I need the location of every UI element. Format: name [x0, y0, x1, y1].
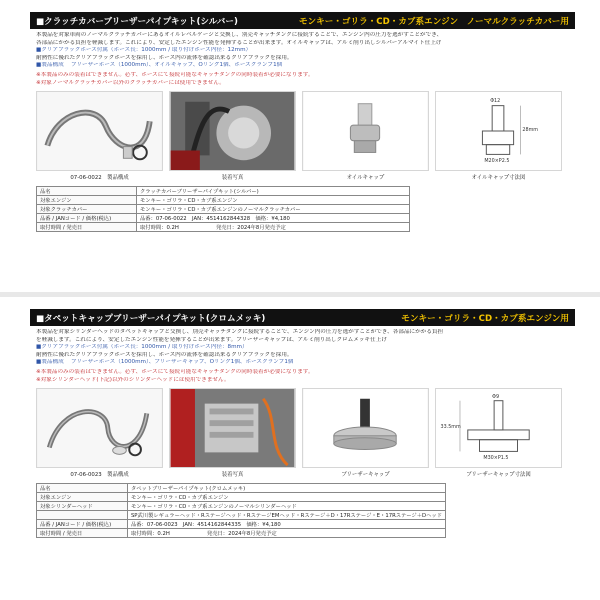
photo-caption: 装着写真 — [221, 472, 244, 479]
breather-cap-image — [302, 388, 429, 468]
photo-caption: 装着写真 — [221, 175, 244, 182]
table-row: 品名 タペットブリーザーパイプキット(クロムメッキ) — [37, 484, 446, 493]
warning-note: ※本製品のみの装着はできません。必ず、ホースにて接続可能なキャッチタンクの同時装着が必要になります。 — [36, 368, 314, 375]
table-row: SP武川製レギュラーヘッド・Rステージヘッド・RステージEMヘッド・Rステージ＋D・17Rステージ・E・17Rステージ＋Dヘッド — [37, 511, 446, 520]
section-subtitle: モンキー・ゴリラ・CD・カブ系エンジン ノーマルクラッチカバー用 — [298, 16, 569, 27]
photo-row — [36, 388, 569, 478]
photo-caption: オイルキャップ寸法図 — [471, 175, 526, 182]
table-row: 対象シリンダーヘッド モンキー・ゴリラ・CD・カブ系エンジンのノーマルシリンダーヘッド — [37, 502, 446, 511]
product-contents-image — [36, 91, 163, 171]
description-line: 各部品にかかる負担を軽減します。これにより、安定したエンジン性能を発揮することが出来ます。オイルキャップは、アルミ削り出しシルバーアルマイト仕上げ — [36, 39, 442, 46]
photo-caption: 07-06-0022 製品構成 — [70, 175, 129, 182]
table-row: 対象エンジン モンキー・ゴリラ・CD・カブ系エンジン — [37, 196, 410, 205]
photo-installed — [169, 388, 296, 478]
installed-image — [169, 388, 296, 468]
table-row: 対象クラッチカバー モンキー・ゴリラ・CD・カブ系エンジンのノーマルクラッチカバー — [37, 205, 410, 214]
dim-side: 28mm — [522, 127, 539, 134]
warning-note: ※対象ノーマルクラッチカバー以外のクラッチカバーには使用できません。 — [36, 79, 225, 86]
photo-product-contents — [36, 91, 163, 181]
photo-breather-cap-diagram — [435, 388, 562, 478]
photo-caption: 07-06-0023 製品構成 — [70, 472, 129, 479]
photo-row — [36, 91, 569, 181]
table-row: 対象エンジン モンキー・ゴリラ・CD・カブ系エンジン — [37, 493, 446, 502]
description-line: 耐熱性に優れたクリアブラックホースを採用し、ホース内の流体を確認出来るクリアブラックを採用。 — [36, 54, 293, 61]
section-header — [30, 309, 575, 326]
installed-image — [169, 91, 296, 171]
description-line: を軽減します。これにより、安定したエンジン性能を発揮することが出来ます。ブリーザーキャップは、アルミ削り出しクロムメッキ仕上げ — [36, 336, 387, 343]
contents-line: ■製品構成 ブリーザーホース（1000mm）、オイルキャップ、Oリング1個、ホースクランプ1個 — [36, 62, 283, 69]
product-section-clutch-cover — [30, 12, 575, 232]
table-row: 取付時間 / 発売日 取付時間：0.2H 発売日：2024年8月発売予定 — [37, 223, 410, 232]
photo-caption: オイルキャップ — [346, 175, 385, 182]
table-row: 品番 / JANコード / 価格(税込) 品番：07-06-0023 JAN：4514162844335 価格：¥4,180 — [37, 520, 446, 529]
section-divider — [0, 292, 600, 297]
warning-note: ※本製品のみの装着はできません。必ず、ホースにて接続可能なキャッチタンクの同時装着が必要になります。 — [36, 71, 314, 78]
hose-spec-line: ■クリアブラックホース付属（ホース長：1000mm / 取り付けホース内径：8mm） — [36, 344, 248, 351]
description — [30, 326, 575, 384]
description-line: 本製品を対象シリンダーヘッドのタペットキャップと交換し、別売キャッチタンクに接続することで、エンジン内の圧力を逃がすことができ、各部品にかかる負担 — [36, 329, 444, 335]
section-title: ■タペットキャップブリーザーパイプキット(クロムメッキ) — [36, 313, 266, 324]
description — [30, 29, 575, 87]
section-subtitle: モンキー・ゴリラ・CD・カブ系エンジン用 — [401, 313, 569, 324]
description-line: 本製品を対象車両のノーマルクラッチカバーにあるオイルレベルゲージと交換し、別売キャッチタンクに接続することで、エンジン内の圧力を逃がすことができ、 — [36, 32, 443, 38]
oil-cap-dimension-diagram — [435, 91, 562, 171]
photo-caption: ブリーザーキャップ寸法図 — [466, 472, 531, 479]
section-header — [30, 12, 575, 29]
dim-top: Φ9 — [492, 393, 500, 400]
dim-bottom: M20×P2.5 — [484, 158, 510, 165]
contents-line: ■製品構成 ブリーザーホース（1000mm）、ブリーザーキャップ、Oリング1個、ホースクランプ1個 — [36, 359, 294, 366]
photo-oil-cap-diagram — [435, 91, 562, 181]
section-title: ■クラッチカバーブリーザーパイプキット(シルバー) — [36, 16, 238, 27]
dim-side: 33.5mm — [440, 424, 461, 431]
breather-cap-dimension-diagram — [435, 388, 562, 468]
spec-table — [36, 186, 410, 232]
product-contents-image — [36, 388, 163, 468]
spec-table — [36, 483, 446, 538]
table-row: 品番 / JANコード / 価格(税込) 品番：07-06-0022 JAN：4514162844328 価格：¥4,180 — [37, 214, 410, 223]
photo-installed — [169, 91, 296, 181]
oil-cap-image — [302, 91, 429, 171]
table-row: 品名 クラッチカバーブリーザーパイプキット(シルバー) — [37, 187, 410, 196]
photo-oil-cap — [302, 91, 429, 181]
table-row: 取付時間 / 発売日 取付時間：0.2H 発売日：2024年8月発売予定 — [37, 529, 446, 538]
photo-product-contents — [36, 388, 163, 478]
photo-breather-cap — [302, 388, 429, 478]
hose-spec-line: ■クリアブラックホース付属（ホース長：1000mm / 取り付けホース内径：12mm） — [36, 47, 252, 54]
photo-caption: ブリーザーキャップ — [341, 472, 390, 479]
dim-top: Φ12 — [490, 97, 501, 104]
dim-bottom: M30×P1.5 — [483, 455, 509, 462]
description-line: 耐熱性に優れたクリアブラックホースを採用し、ホース内の流体を確認出来るクリアブラックを採用。 — [36, 351, 293, 358]
warning-note: ※対象シリンダーヘッド(下記)以外のシリンダーヘッドには使用できません。 — [36, 376, 230, 383]
product-section-tappet-cap — [30, 309, 575, 538]
